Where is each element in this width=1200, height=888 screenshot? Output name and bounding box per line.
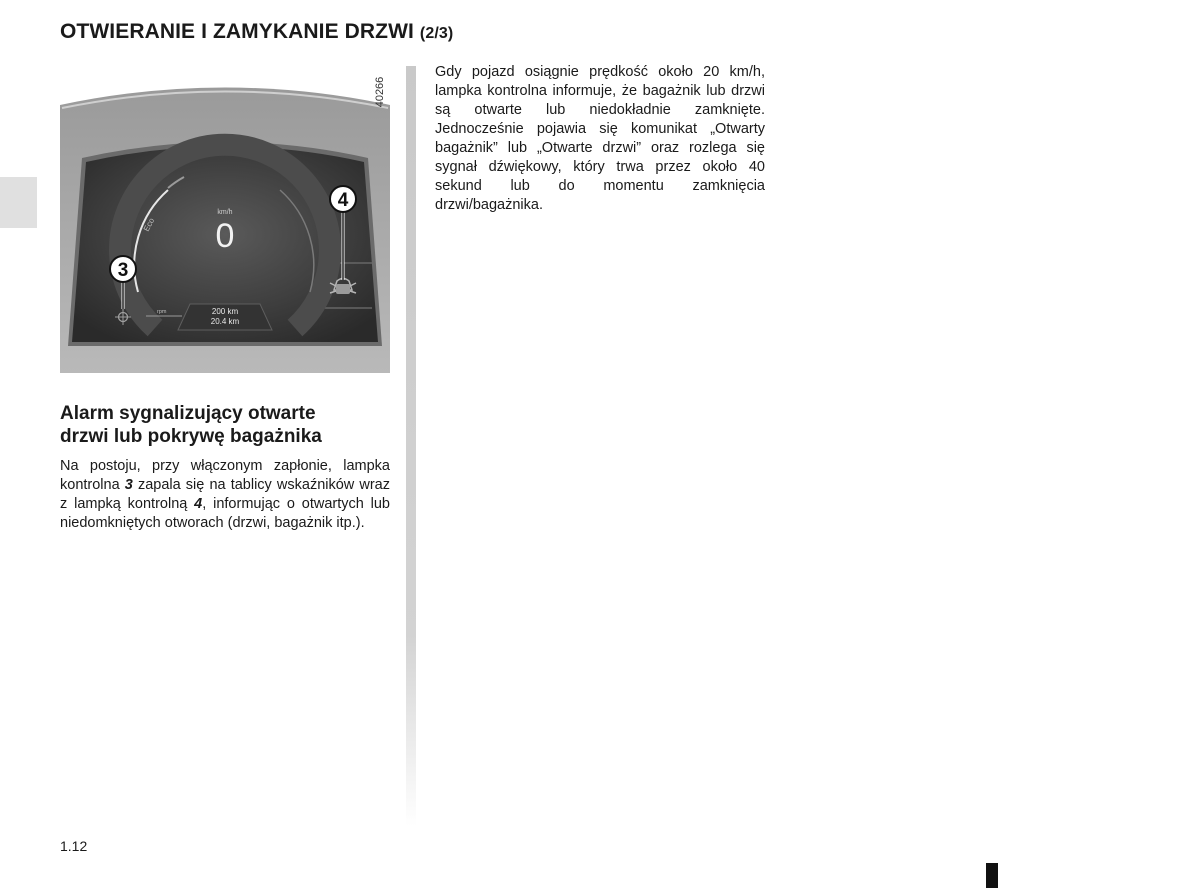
speed-unit: km/h bbox=[217, 209, 233, 216]
figure-reference bbox=[369, 72, 391, 112]
page-part-indicator: (2/3) bbox=[419, 25, 454, 42]
range-readout: 200 km bbox=[211, 307, 239, 316]
chapter-tab bbox=[0, 177, 37, 228]
trip-readout: 20.4 km bbox=[210, 317, 240, 326]
instrument-cluster-illustration bbox=[60, 60, 390, 375]
callout-4-label: 4 bbox=[337, 190, 349, 211]
rpm-label: rpm bbox=[157, 309, 167, 315]
page-corner-mark bbox=[986, 863, 998, 888]
section-heading-line-1: Alarm sygnalizujący otwarte bbox=[60, 403, 316, 424]
section-heading-line-2: drzwi lub pokrywę bagażnika bbox=[60, 426, 322, 447]
page-title-text: OTWIERANIE I ZAMYKANIE DRZWI bbox=[60, 20, 414, 43]
speed-readout: 0 bbox=[215, 217, 235, 255]
page-title bbox=[60, 20, 453, 44]
section-heading bbox=[60, 402, 390, 448]
lamp-3-reference: 3 bbox=[124, 477, 133, 493]
left-paragraph-part-3: , informując o otwartych lub niedomkniętych otworach (drzwi, bagażnik itp.). bbox=[60, 496, 390, 531]
column-divider bbox=[406, 66, 416, 826]
eco-label: Eco bbox=[141, 216, 157, 233]
figure-reference-number: 40266 bbox=[374, 76, 386, 108]
dashboard-figure bbox=[60, 60, 390, 375]
page-number: 1.12 bbox=[60, 838, 88, 854]
lamp-4-reference: 4 bbox=[194, 496, 203, 512]
right-paragraph: Gdy pojazd osiągnie prędkość około 20 km/h, lampka kontrolna informuje, że bagażnik lub drzwi są otwarte lub niedokładnie zamknięte. Jednocześnie pojawia się komunikat „Otwarty bagażnik” lub „Otwarte drzwi” oraz rozlega się sygnał dźwiękowy, który trwa przez około 40 sekund lub do momentu zamknięcia drzwi/bagażnika. bbox=[435, 64, 765, 213]
callout-3-label: 3 bbox=[117, 260, 129, 281]
left-paragraph-part-2: zapala się na tablicy wskaźników wraz z lampką kontrolną bbox=[60, 477, 390, 512]
left-paragraph bbox=[60, 457, 390, 533]
left-paragraph-part-1: Na postoju, przy włączonym zapłonie, lampka kontrolna bbox=[60, 458, 390, 493]
